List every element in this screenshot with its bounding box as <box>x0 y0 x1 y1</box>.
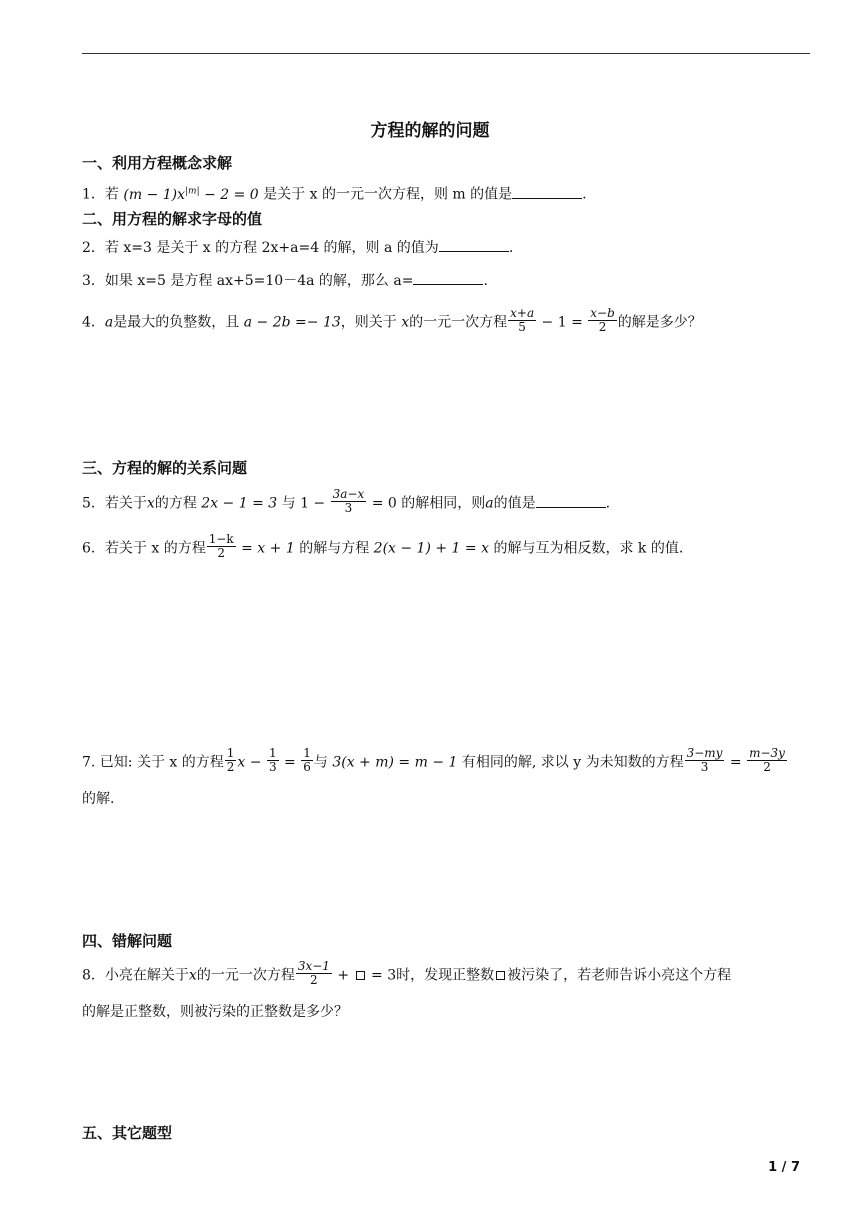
fraction: $\frac{3a-x}{3}$ <box>332 487 365 515</box>
question-5: 5．若关于x的方程 2x − 1 = 3 与 1 − $\frac{3a-x}{3}$ = 0 的解相同，则a的值是 . <box>82 487 611 515</box>
question-1: 1．若 $(m - 1)x^{|m|} - 2 = 0$ 是关于 x 的一元一次方程，则 m 的值是 . <box>82 181 810 205</box>
section-heading-1: 一、利用方程概念求解 <box>82 154 233 172</box>
fraction: $\frac{x+a}{5}$ <box>510 306 535 334</box>
answer-blank <box>439 237 509 252</box>
section-heading-4: 四、错解问题 <box>82 932 173 950</box>
smudged-square-icon <box>496 971 505 980</box>
question-2: 2．若 x=3 是关于 x 的方程 2x+a=4 的解，则 a 的值为 . <box>82 237 810 258</box>
q1-expr: $(m - 1)x^{|m|} - 2 = 0$ <box>123 186 259 203</box>
fraction: $\frac{1}{6}$ <box>303 746 311 774</box>
answer-blank <box>536 493 606 508</box>
question-3: 3．如果 x=5 是方程 ax+5=10－4a 的解，那么 a= . <box>82 270 810 291</box>
fraction: $\frac{3x-1}{2}$ <box>297 959 330 987</box>
fraction: $\frac{1-k}{2}$ <box>208 532 234 560</box>
page-title: 方程的解的问题 <box>370 121 490 141</box>
fraction: $\frac{3-my}{3}$ <box>686 746 723 774</box>
q1-text: 是关于 x 的一元一次方程，则 m 的值是 <box>263 186 513 203</box>
fraction: $\frac{x-b}{2}$ <box>590 306 615 334</box>
q1-number: 1．若 <box>82 186 119 203</box>
section-heading-2: 二、用方程的解求字母的值 <box>82 210 263 228</box>
section-heading-3: 三、方程的解的关系问题 <box>82 459 248 477</box>
question-8-line2: 的解是正整数，则被污染的正整数是多少？ <box>82 1004 348 1020</box>
fraction: $\frac{1}{3}$ <box>268 746 277 774</box>
question-8: 8．小亮在解关于x的一元一次方程 $\frac{3x-1}{2}$ + = 3时，发现正整数 被污染了，若老师告诉小亮这个方程 <box>82 959 732 987</box>
question-7: 7. 已知: 关于 x 的方程 $\frac{1}{2}$ x − $\frac{1}{3}$ = $\frac{1}{6}$ 与 3(x + m) = m − 1 有相同的解, 求以 y 为未知数的方程 $\frac{3-my}{3}$ = $\frac{m-3y}{2}$ <box>82 746 785 774</box>
question-7-line2: 的解. <box>82 791 115 807</box>
answer-blank <box>413 270 483 285</box>
header-rule <box>82 53 810 54</box>
question-6: 6．若关于 x 的方程 $\frac{1-k}{2}$ = x + 1 的解与方程 2(x − 1) + 1 = x 的解与互为相反数，求 k 的值. <box>82 532 684 560</box>
page-number: 1 / 7 <box>768 1160 800 1175</box>
section-heading-5: 五、其它题型 <box>82 1124 173 1142</box>
question-4: 4．a是最大的负整数，且 a − 2b =− 13，则关于 x的一元一次方程 $\frac{x+a}{5}$ − 1 = $\frac{x-b}{2}$ 的解是多少？ <box>82 306 702 334</box>
smudged-square-icon <box>356 971 365 980</box>
fraction: $\frac{m-3y}{2}$ <box>749 746 785 774</box>
fraction: $\frac{1}{2}$ <box>226 746 235 774</box>
answer-blank <box>512 184 582 199</box>
